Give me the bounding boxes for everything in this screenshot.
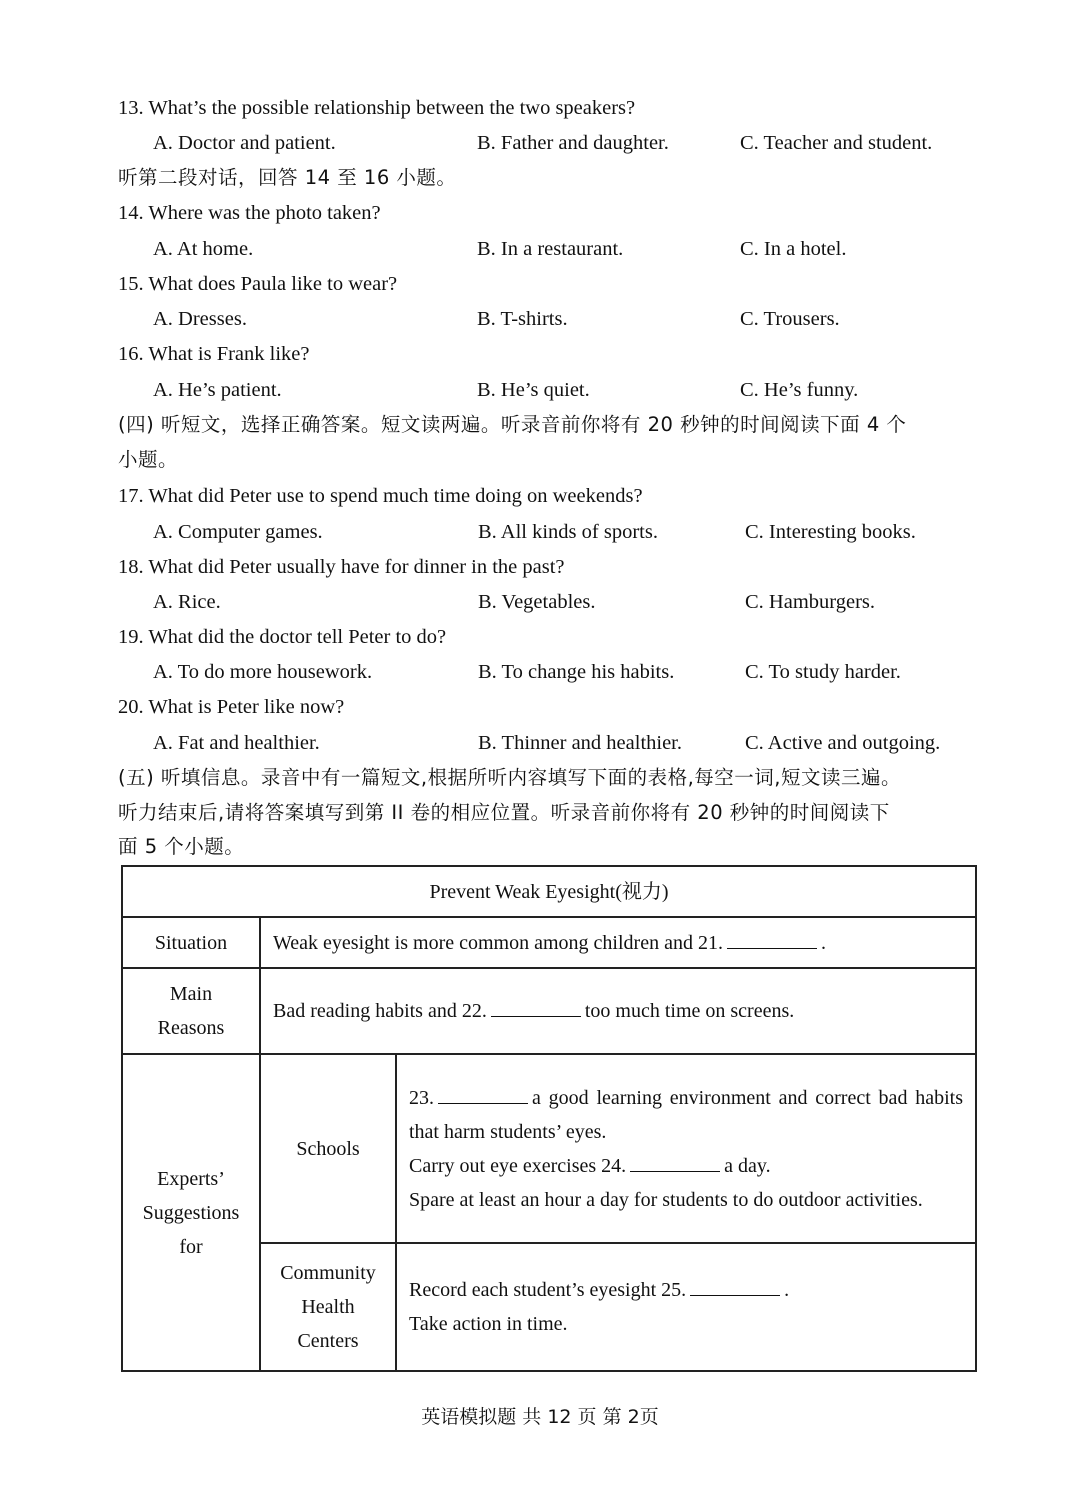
section4-instruction: (四) 听短文，选择正确答案。短文读两遍。听录音前你将有 20 秒钟的时间阅读下面 4 个 (118, 413, 907, 436)
question-text: What did Peter use to spend much time doing on weekends? (148, 485, 643, 507)
question-text: What’s the possible relationship between the two speakers? (148, 97, 636, 119)
question-text: What did Peter usually have for dinner in the past? (148, 556, 565, 578)
community-label (260, 1243, 396, 1371)
option-13a: A. Doctor and patient. (153, 132, 336, 154)
question-number: 17. (118, 485, 144, 507)
question-number: 16. (118, 343, 144, 365)
item-24-text-end: a day. (724, 1154, 771, 1177)
question-19 (118, 624, 446, 650)
option-15a: A. Dresses. (153, 308, 247, 330)
page-footer: 英语模拟题 共 12 页 第 2页 (421, 1406, 659, 1428)
community-item-25 (409, 1273, 975, 1307)
community-action: Take action in time. (409, 1313, 568, 1335)
question-14 (118, 200, 381, 226)
question-number: 15. (118, 273, 144, 295)
reasons-label-line2: Reasons (157, 1017, 225, 1039)
option-17b: B. All kinds of sports. (478, 521, 658, 543)
option-14a: A. At home. (153, 238, 254, 260)
question-number: 20. (118, 696, 144, 718)
community-label-line3: Centers (297, 1330, 359, 1352)
question-17 (118, 483, 643, 509)
situation-label: Situation (122, 917, 260, 968)
question-number: 19. (118, 626, 144, 648)
item-25-text: Record each student’s eyesight 25. (409, 1279, 687, 1301)
reasons-label-line1: Main (169, 983, 213, 1005)
option-13b: B. Father and daughter. (477, 132, 669, 154)
community-content (396, 1243, 976, 1371)
option-20b: B. Thinner and healthier. (478, 732, 682, 754)
option-16c: C. He’s funny. (740, 379, 859, 401)
blank-21[interactable] (727, 930, 817, 949)
question-16 (118, 341, 310, 367)
schools-item-24 (409, 1149, 963, 1183)
reasons-text: Bad reading habits and 22. (273, 1000, 487, 1022)
question-13 (118, 95, 635, 121)
question-20 (118, 694, 344, 720)
option-16b: B. He’s quiet. (477, 379, 590, 401)
experts-label (122, 1054, 260, 1371)
question-text: What is Peter like now? (148, 696, 345, 718)
schools-item-spare: Spare at least an hour a day for students to do outdoor activities. (409, 1188, 923, 1211)
experts-label-line2: Suggestions (142, 1201, 240, 1224)
question-text: What does Paula like to wear? (148, 273, 398, 295)
option-18c: C. Hamburgers. (745, 591, 876, 613)
situation-end: . (820, 931, 826, 954)
option-17c: C. Interesting books. (745, 521, 916, 543)
section4-instruction-cont: 小题。 (118, 448, 179, 471)
experts-label-line1: Experts’ (157, 1167, 225, 1190)
option-19b: B. To change his habits. (478, 661, 675, 683)
option-16a: A. He’s patient. (153, 379, 282, 401)
reasons-content (260, 968, 976, 1054)
blank-22[interactable] (491, 998, 581, 1017)
question-18 (118, 554, 565, 580)
question-text: Where was the photo taken? (148, 202, 381, 224)
option-15b: B. T-shirts. (477, 308, 568, 330)
option-18a: A. Rice. (153, 591, 221, 613)
option-17a: A. Computer games. (153, 521, 323, 543)
community-label-line2: Health (301, 1296, 355, 1318)
option-13c: C. Teacher and student. (740, 132, 933, 154)
question-15 (118, 271, 397, 297)
question-number: 13. (118, 97, 144, 119)
item-23-text: a good learning environment and correct bad habits that harm students’ eyes. (409, 1086, 963, 1143)
situation-content (260, 917, 976, 968)
question-text: What is Frank like? (148, 343, 310, 365)
option-20a: A. Fat and healthier. (153, 732, 320, 754)
section5-instruction: (五) 听填信息。录音中有一篇短文,根据所听内容填写下面的表格,每空一词,短文读三遍。 (118, 766, 902, 789)
instruction-dialog2: 听第二段对话，回答 14 至 16 小题。 (118, 166, 457, 189)
section5-instruction-end: 面 5 个小题。 (118, 835, 245, 858)
question-number: 18. (118, 556, 144, 578)
experts-label-line3: for (179, 1235, 203, 1258)
option-20c: C. Active and outgoing. (745, 732, 941, 754)
option-19c: C. To study harder. (745, 661, 901, 683)
schools-content (396, 1054, 976, 1243)
situation-text: Weak eyesight is more common among children and 21. (273, 931, 723, 954)
item-23-number: 23. (409, 1086, 434, 1109)
blank-23[interactable] (438, 1085, 528, 1104)
schools-label: Schools (260, 1054, 396, 1243)
blank-24[interactable] (630, 1153, 720, 1172)
community-label-line1: Community (280, 1262, 376, 1284)
reasons-label (122, 968, 260, 1054)
option-18b: B. Vegetables. (478, 591, 596, 613)
schools-item-23 (409, 1081, 963, 1149)
option-15c: C. Trousers. (740, 308, 840, 330)
blank-25[interactable] (690, 1277, 780, 1296)
item-25-end: . (784, 1279, 790, 1301)
option-19a: A. To do more housework. (153, 661, 373, 683)
option-14c: C. In a hotel. (740, 238, 847, 260)
option-14b: B. In a restaurant. (477, 238, 624, 260)
section5-instruction-cont: 听力结束后,请将答案填写到第 II 卷的相应位置。听录音前你将有 20 秒钟的时间阅读下 (118, 801, 890, 824)
eyesight-table (121, 865, 977, 1372)
table-title: Prevent Weak Eyesight(视力) (122, 866, 976, 917)
reasons-text-end: too much time on screens. (584, 1000, 795, 1022)
question-number: 14. (118, 202, 144, 224)
question-text: What did the doctor tell Peter to do? (148, 626, 447, 648)
item-24-text: Carry out eye exercises 24. (409, 1154, 627, 1177)
